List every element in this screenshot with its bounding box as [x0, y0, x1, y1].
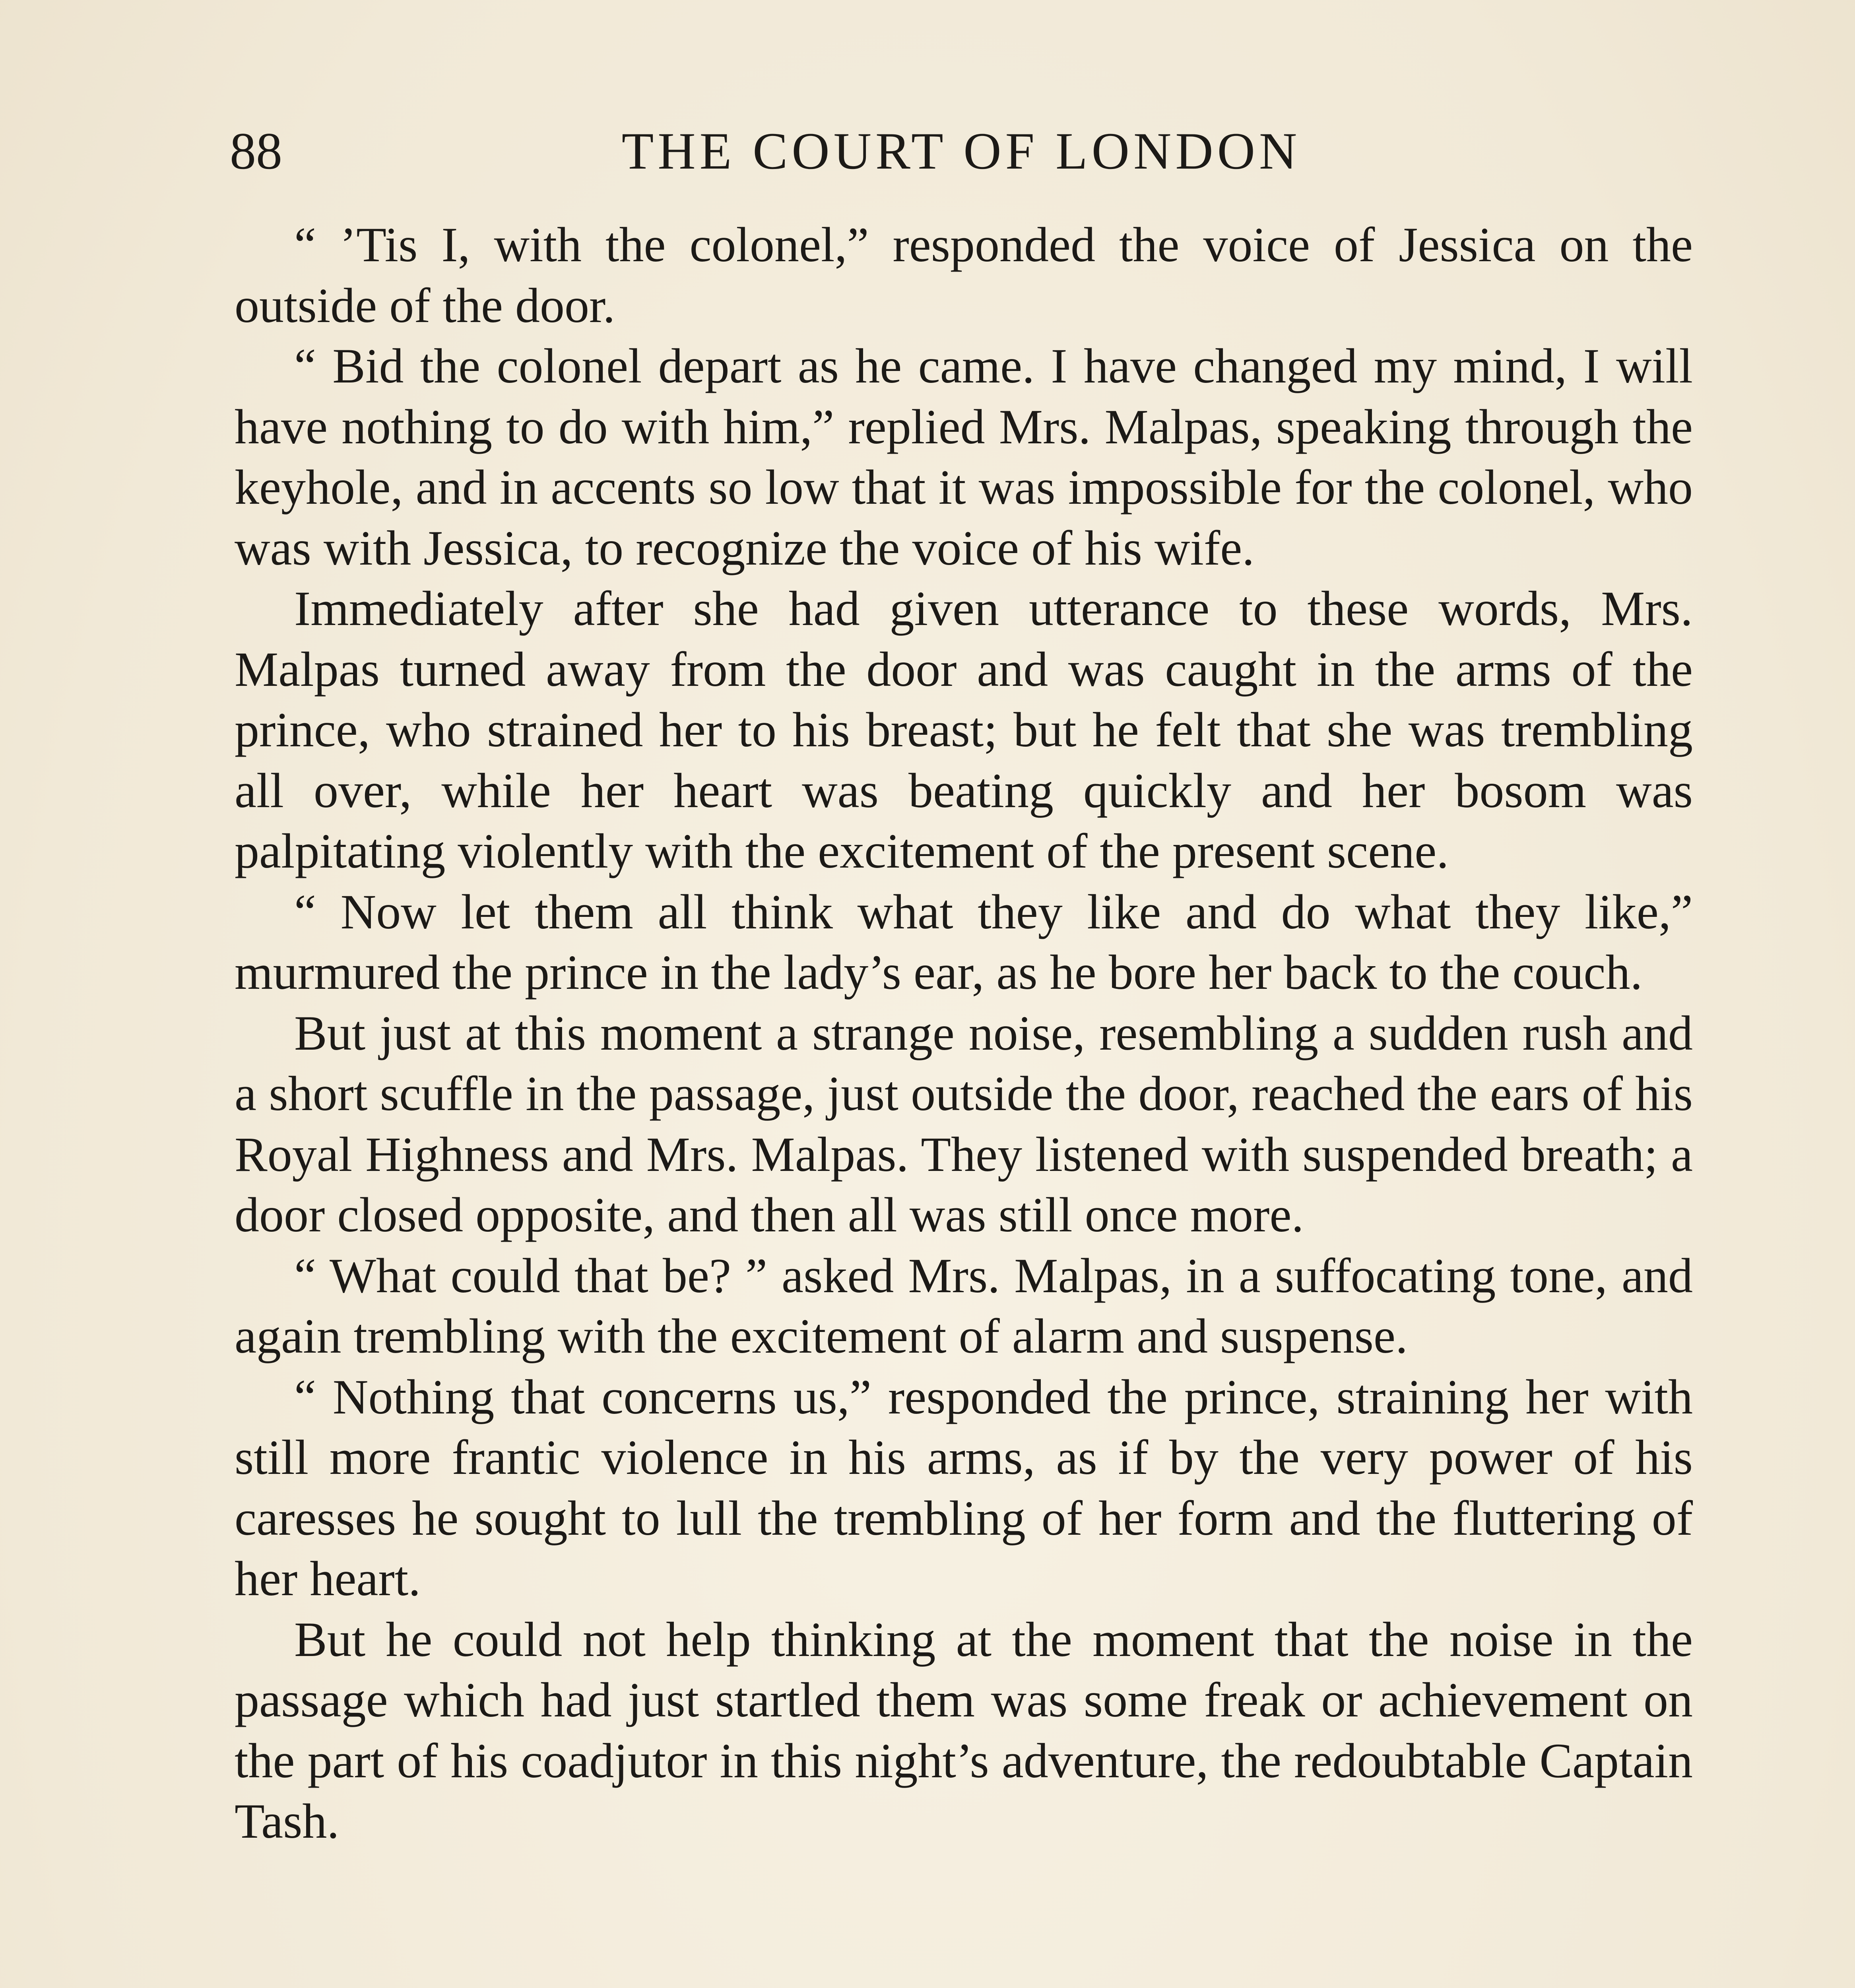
- page-number: 88: [230, 122, 282, 180]
- running-head: [230, 115, 1693, 187]
- paragraph: “ Nothing that concerns us,” responded the prince, straining her with still more frantic violence in his arms, as if by the very power of his caresses he sought to lull the trembling of her form and the fluttering of her heart.: [235, 1369, 1693, 1606]
- paragraph: Immediately after she had given utterance to these words, Mrs. Malpas turned away from the door and was caught in the arms of the prince, who strained her to his breast; but he felt that she was trembling all over, while her heart was beating quickly and her bosom was palpitating violently with the excitement of the present scene.: [235, 581, 1693, 878]
- paragraph: But he could not help thinking at the moment that the noise in the passage which had just startled them was some freak or achievement on the part of his coadjutor in this night’s adventure, the redoubtable Captain Tash.: [235, 1612, 1693, 1848]
- paragraph: “ ’Tis I, with the colonel,” responded the voice of Jessica on the outside of the door.: [235, 217, 1693, 333]
- paragraph: “ Bid the colonel depart as he came. I have changed my mind, I will have nothing to do with him,” replied Mrs. Malpas, speaking through the keyhole, and in accents so low that it was impossible for the colonel, who was with Jessica, to recognize the voice of his wife.: [235, 339, 1693, 575]
- paragraph: “ Now let them all think what they like and do what they like,” murmured the prince in the lady’s ear, as he bore her back to the couch.: [235, 884, 1693, 1000]
- running-title: THE COURT OF LONDON: [621, 122, 1301, 180]
- paragraph: But just at this moment a strange noise, resembling a sudden rush and a short scuffle in the passage, just outside the door, reached the ears of his Royal Highness and Mrs. Malpas. They listened with suspended breath; a door closed opposite, and then all was still once more.: [235, 1006, 1693, 1242]
- paragraph: “ What could that be? ” asked Mrs. Malpas, in a suffocating tone, and again trembling with the excitement of alarm and suspense.: [235, 1248, 1693, 1363]
- body-text: [235, 215, 1693, 1852]
